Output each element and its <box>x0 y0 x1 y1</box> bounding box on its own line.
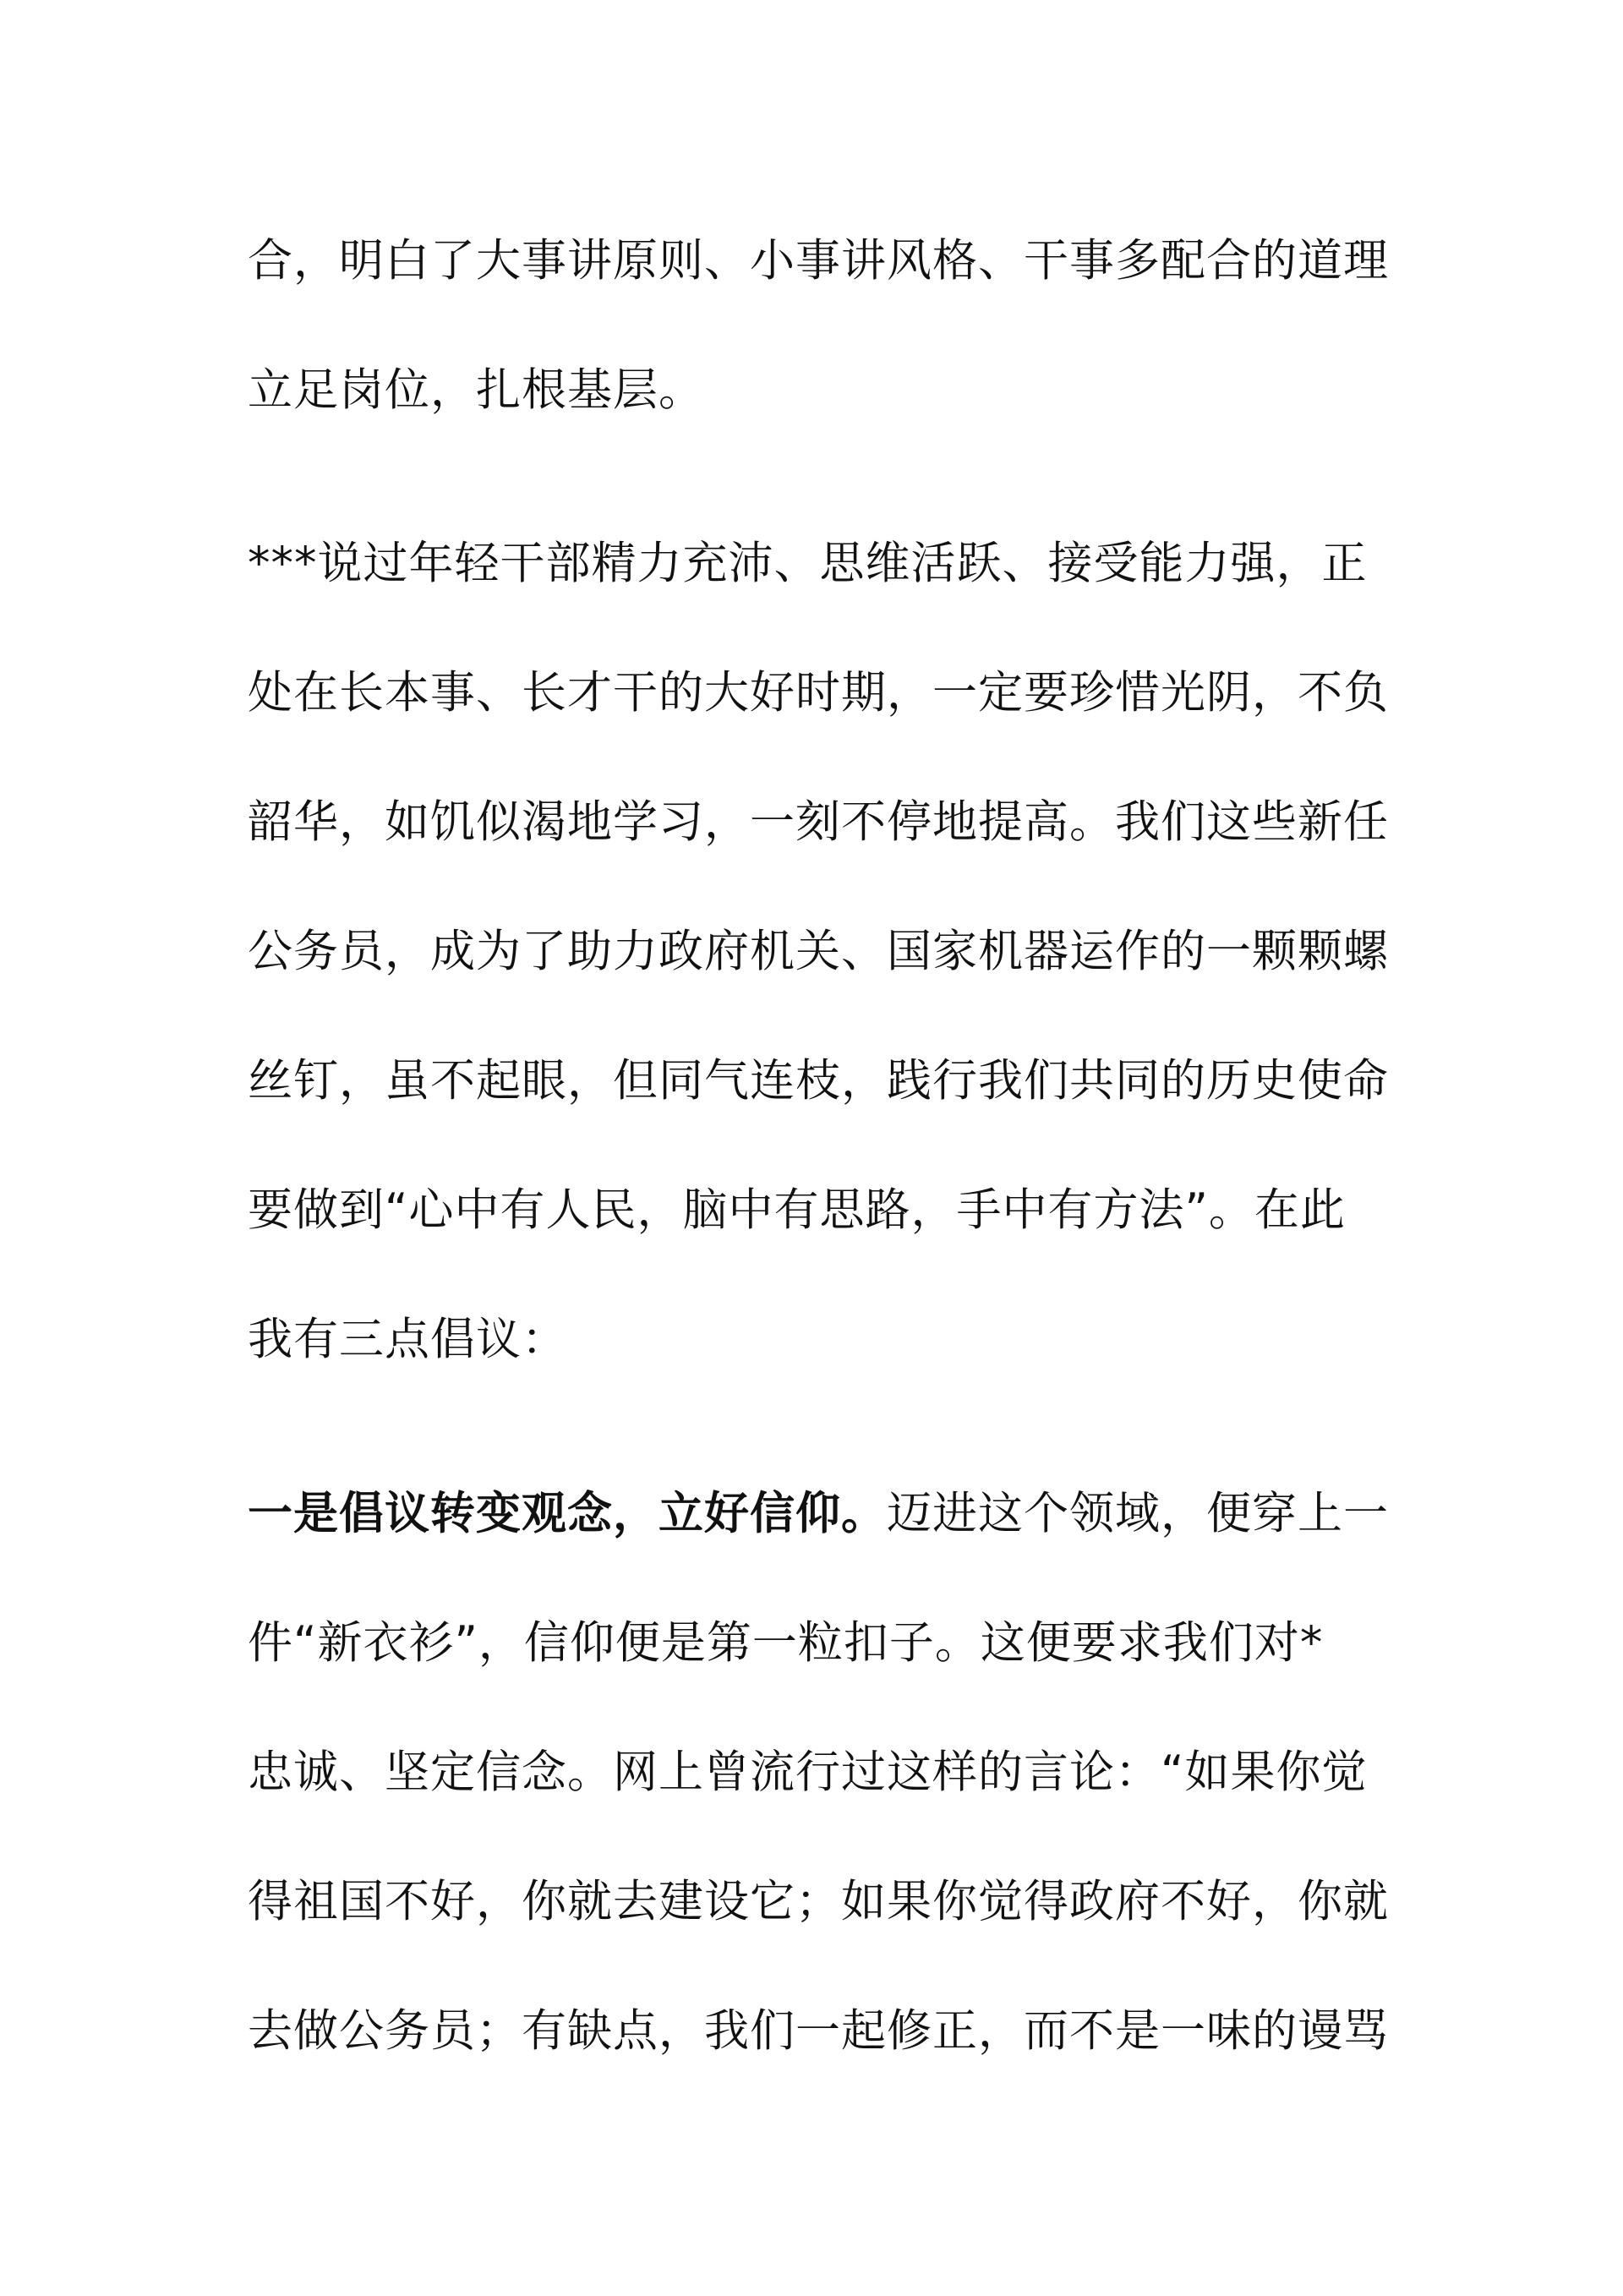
text-line: 处在长本事、长才干的大好时期，一定要珍惜光阴，不负 <box>248 667 1389 719</box>
text-line: 去做公务员；有缺点，我们一起修正，而不是一味的谩骂 <box>248 2005 1389 2057</box>
text-line: 得祖国不好，你就去建设它；如果你觉得政府不好，你就 <box>248 1876 1389 1927</box>
text-line: 件“新衣衫”，信仰便是第一粒扣子。这便要求我们对* <box>248 1617 1324 1669</box>
text-line: ***说过年轻干部精力充沛、思维活跃、接受能力强，正 <box>248 538 1368 589</box>
text-line: 公务员，成为了助力政府机关、国家机器运作的一颗颗螺 <box>248 926 1389 977</box>
text-line: 我有三点倡议： <box>248 1314 567 1365</box>
point-one-text: 迈进这个领域，便穿上一 <box>887 1488 1389 1539</box>
text-line: 要做到“心中有人民，脑中有思路，手中有方法”。在此 <box>248 1184 1346 1236</box>
point-one-heading: 一是倡议转变观念，立好信仰。 <box>248 1488 887 1539</box>
text-line: 丝钉，虽不起眼，但同气连枝，践行我们共同的历史使命 <box>248 1055 1389 1107</box>
text-line: 韶华，如饥似渴地学习，一刻不停地提高。我们这些新任 <box>248 796 1389 848</box>
point-one-line <box>248 1476 1397 1552</box>
text-line: 合，明白了大事讲原则、小事讲风格、干事多配合的道理 <box>248 235 1389 287</box>
text-line: 立足岗位，扎根基层。 <box>248 364 704 416</box>
text-line: 忠诚、坚定信念。网上曾流行过这样的言论：“如果你觉 <box>248 1747 1368 1798</box>
